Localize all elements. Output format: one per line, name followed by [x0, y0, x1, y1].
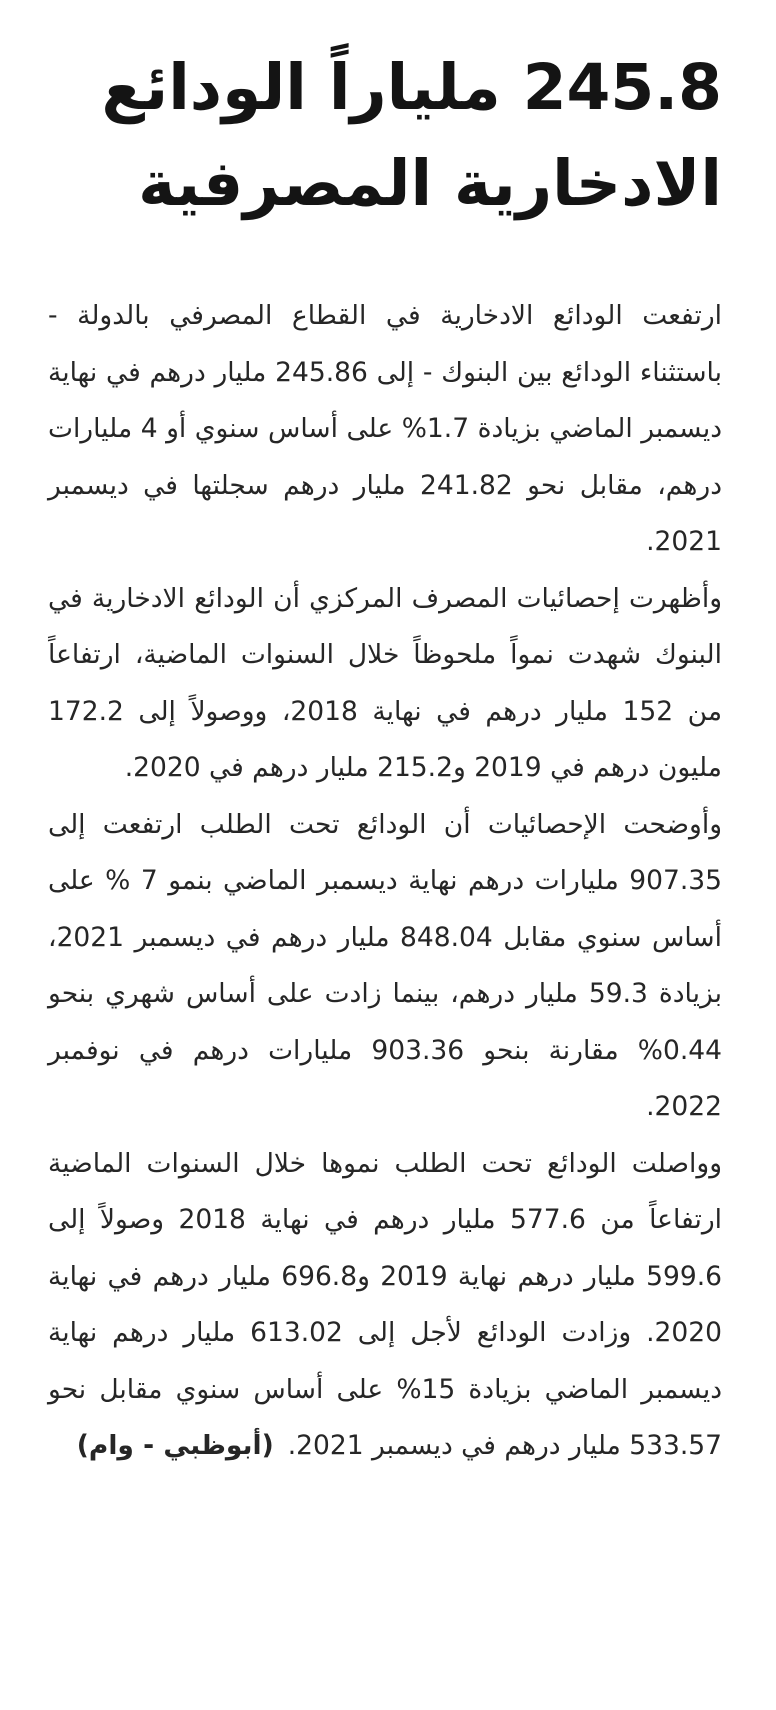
- paragraph-1: ارتفعت الودائع الادخارية في القطاع المصرفي بالدولة - باستثناء الودائع بين البنوك - إلى 245.86 مليار درهم في نهاية ديسمبر الماضي بزيادة 1.7% على أساس سنوي أو 4 مليارات درهم، مقابل نحو 241.82 مليار درهم سجلتها في ديسمبر 2021.: [48, 300, 723, 557]
- headline-line-1: 245.8 ملياراً الودائع: [101, 51, 722, 124]
- paragraph-2: وأظهرت إحصائيات المصرف المركزي أن الودائع الادخارية في البنوك شهدت نمواً ملحوظاً خلال السنوات الماضية، ارتفاعاً من 152 مليار درهم في نهاية 2018، ووصولاً إلى 172.2 مليون درهم في 2019 و215.2 مليار درهم في 2020.: [48, 582, 723, 783]
- paragraph-4: [48, 1136, 722, 1475]
- article-headline: [48, 40, 722, 232]
- headline-line-2: الادخارية المصرفية: [138, 147, 722, 220]
- news-article: [48, 40, 722, 1475]
- paragraph-4-text: وواصلت الودائع تحت الطلب نموها خلال السنوات الماضية ارتفاعاً من 577.6 مليار درهم في نهاية 2018 وصولاً إلى 599.6 مليار درهم نهاية 2019 و696.8 مليار درهم في نهاية 2020. وزادت الودائع لأجل إلى 613.02 مليار درهم نهاية ديسمبر الماضي بزيادة 15% على أساس سنوي مقابل نحو 533.57 مليار درهم في ديسمبر 2021.: [48, 1147, 723, 1461]
- paragraph-3: وأوضحت الإحصائيات أن الودائع تحت الطلب ارتفعت إلى 907.35 مليارات درهم نهاية ديسمبر الماضي بنمو 7 % على أساس سنوي مقابل 848.04 مليار درهم في ديسمبر 2021، بزيادة 59.3 مليار درهم، بينما زادت على أساس شهري بنحو 0.44% مقارنة بنحو 903.36 مليارات درهم في نوفمبر 2022.: [48, 808, 722, 1122]
- source-credit: (أبوظبي - وام): [76, 1430, 274, 1461]
- article-body: [48, 288, 722, 1475]
